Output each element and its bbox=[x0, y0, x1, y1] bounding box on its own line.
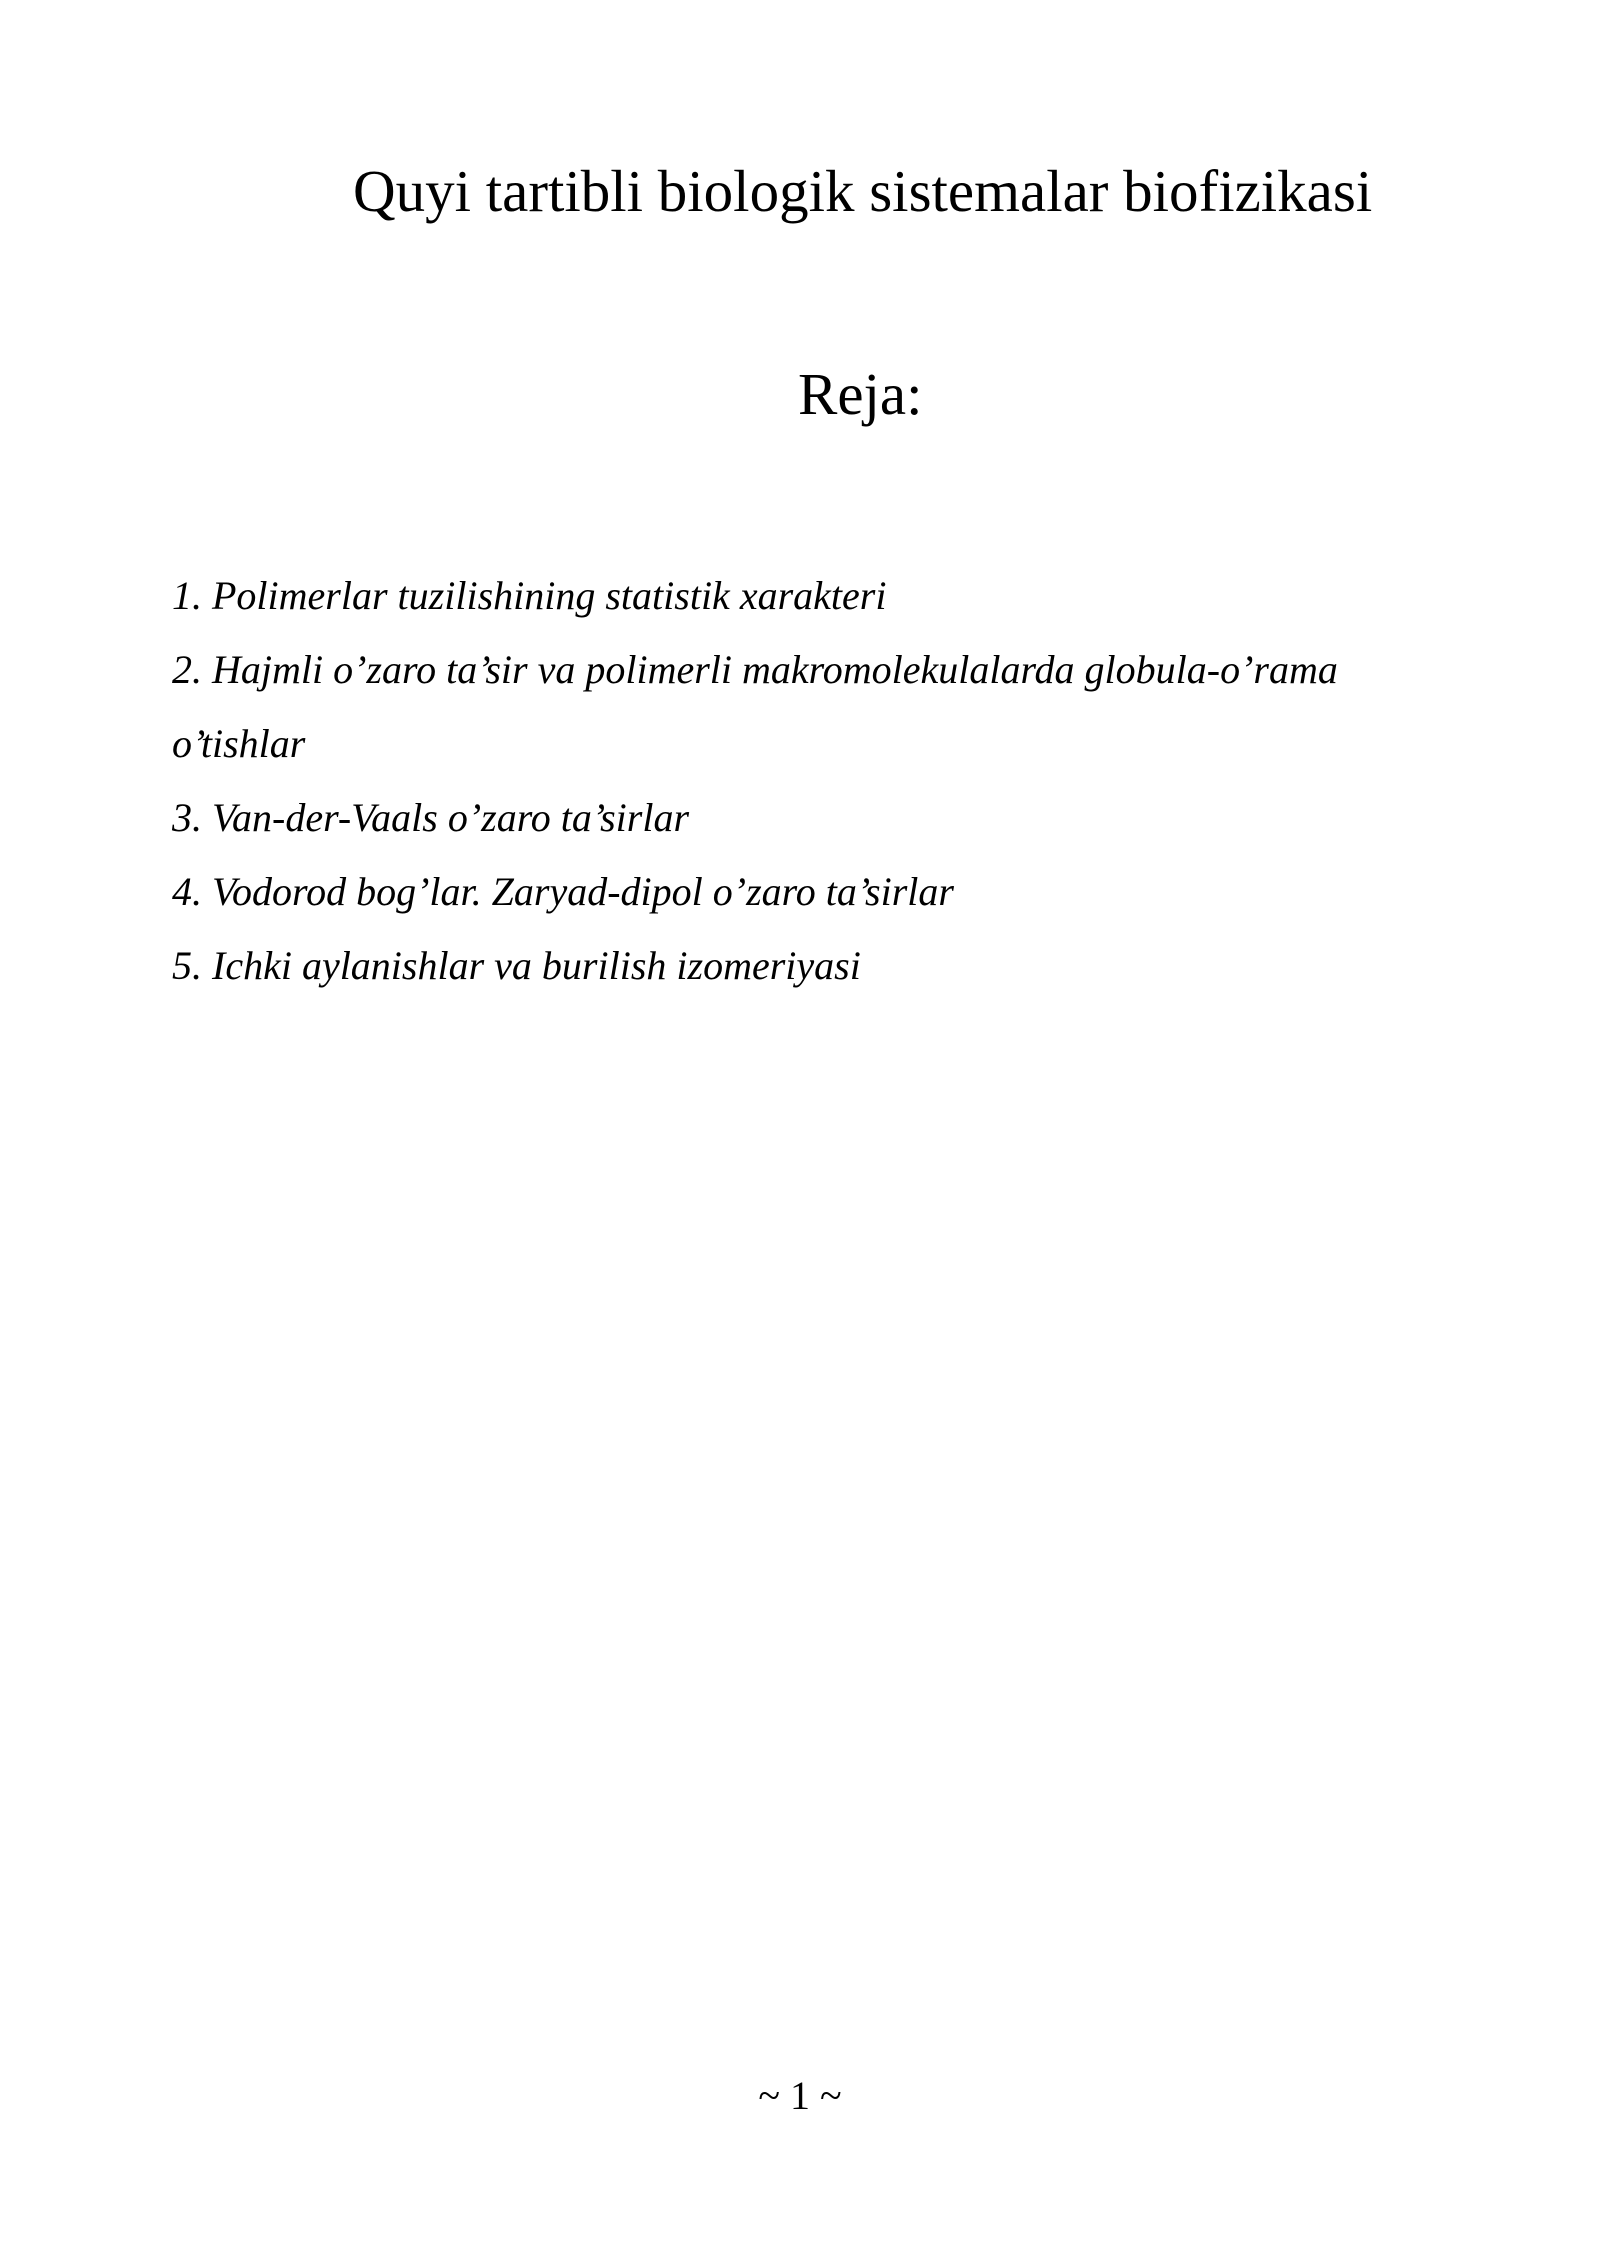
page-title: Quyi tartibli biologik sistemalar biofizikasi bbox=[353, 158, 1373, 224]
plan-item-5: 5. Ichki aylanishlar va burilish izomeriyasi bbox=[172, 943, 861, 988]
plan-item-3: 3. Van-der-Vaals o’zaro ta’sirlar bbox=[172, 795, 690, 840]
plan-item-1: 1. Polimerlar tuzilishining statistik xarakteri bbox=[172, 573, 887, 618]
plan-heading: Reja: bbox=[798, 361, 923, 427]
plan-item-2-continuation: o’tishlar bbox=[172, 721, 306, 766]
plan-item-4: 4. Vodorod bog’lar. Zaryad-dipol o’zaro ta’sirlar bbox=[172, 869, 954, 914]
plan-list bbox=[172, 570, 1472, 1014]
page-number: ~ 1 ~ bbox=[758, 2073, 842, 2118]
plan-item-2: 2. Hajmli o’zaro ta’sir va polimerli makromolekulalarda globula-o’rama bbox=[172, 647, 1338, 692]
